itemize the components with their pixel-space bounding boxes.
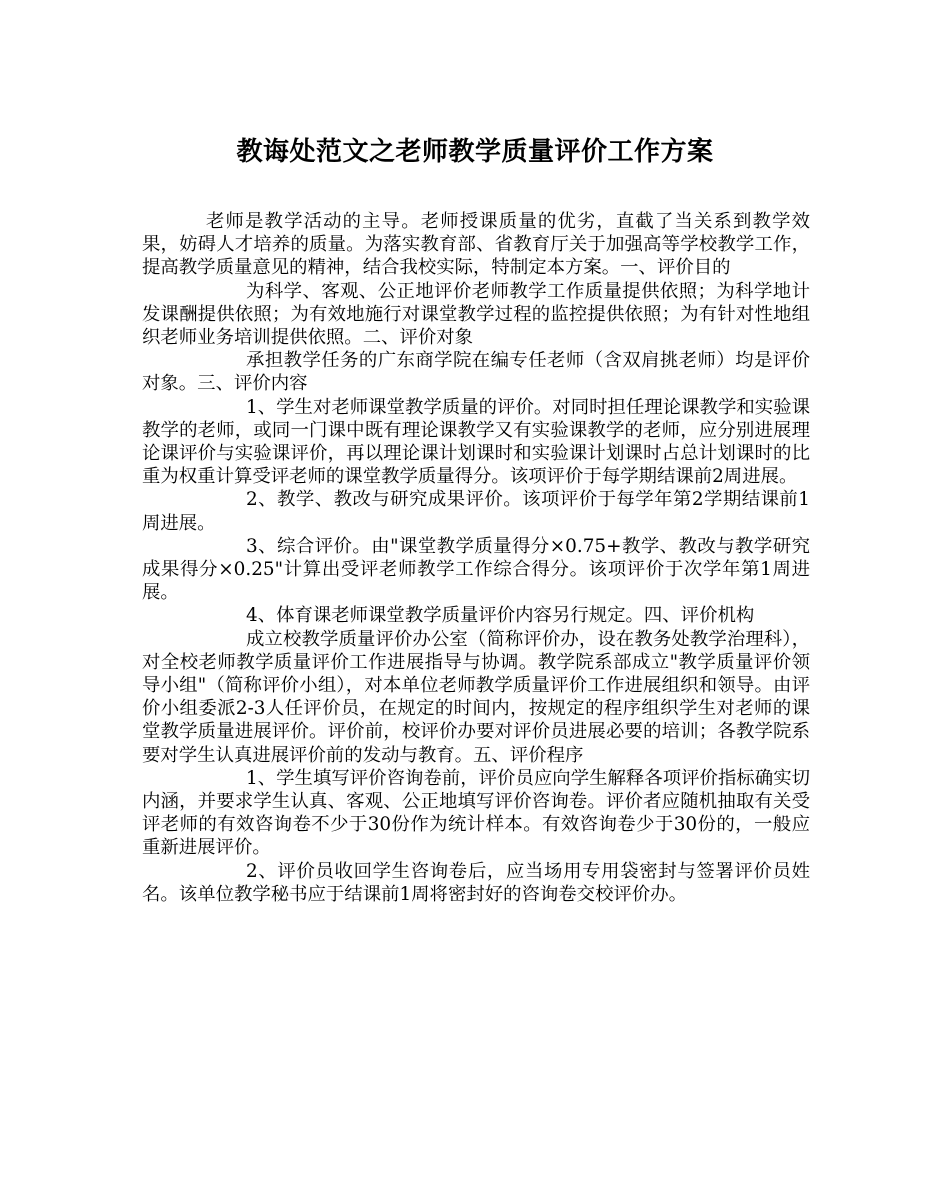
paragraph-intro: 老师是教学活动的主导。老师授课质量的优劣，直截了当关系到教学效果，妨碍人才培养的质量。为落实教育部、省教育厅关于加强高等学校教学工作，提高教学质量意见的精神，结合我校实际，特制定本方案。一、评价目的 xyxy=(142,211,810,279)
paragraph-purpose: 为科学、客观、公正地评价老师教学工作质量提供依照；为科学地计发课酬提供依照；为有效地施行对课堂教学过程的监控提供依照；为有针对性地组织老师业务培训提供依照。二、评价对象 xyxy=(142,280,810,349)
paragraph-content-3: 3、综合评价。由"课堂教学质量得分×0.75+教学、教改与教学研究成果得分×0.25"计算出受评老师教学工作综合得分。该项评价于次学年第1周进展。 xyxy=(142,535,810,604)
document-body xyxy=(142,210,810,906)
paragraph-procedure-1: 1、学生填写评价咨询卷前，评价员应向学生解释各项评价指标确实切内涵，并要求学生认真、客观、公正地填写评价咨询卷。评价者应随机抽取有关受评老师的有效咨询卷不少于30份作为统计样本。有效咨询卷少于30份的，一般应重新进展评价。 xyxy=(142,767,810,859)
paragraph-subject: 承担教学任务的广东商学院在编专任老师（含双肩挑老师）均是评价对象。三、评价内容 xyxy=(142,350,810,395)
document-title: 教诲处范文之老师教学质量评价工作方案 xyxy=(236,137,714,167)
paragraph-content-1: 1、学生对老师课堂教学质量的评价。对同时担任理论课教学和实验课教学的老师，或同一门课中既有理论课教学又有实验课教学的老师，应分别进展理论课评价与实验课评价，再以理论课计划课时和实验课计划课时占总计划课时的比重为权重计算受评老师的课堂教学质量得分。该项评价于每学期结课前2周进展。 xyxy=(142,396,810,488)
paragraph-content-2: 2、教学、教改与研究成果评价。该项评价于每学年第2学期结课前1周进展。 xyxy=(142,489,810,534)
paragraph-procedure-2: 2、评价员收回学生咨询卷后，应当场用专用袋密封与签署评价员姓名。该单位教学秘书应于结课前1周将密封好的咨询卷交校评价办。 xyxy=(142,860,810,905)
paragraph-organization: 成立校教学质量评价办公室（简称评价办，设在教务处教学治理科），对全校老师教学质量评价工作进展指导与协调。教学院系部成立"教学质量评价领导小组"（简称评价小组），对本单位老师教学质量评价工作进展组织和领导。由评价小组委派2-3人任评价员，在规定的时间内，按规定的程序组织学生对老师的课堂教学质量进展评价。评价前，校评价办要对评价员进展必要的培训；各教学院系要对学生认真进展评价前的发动与教育。五、评价程序 xyxy=(142,628,810,766)
paragraph-content-4: 4、体育课老师课堂教学质量评价内容另行规定。四、评价机构 xyxy=(246,605,755,627)
